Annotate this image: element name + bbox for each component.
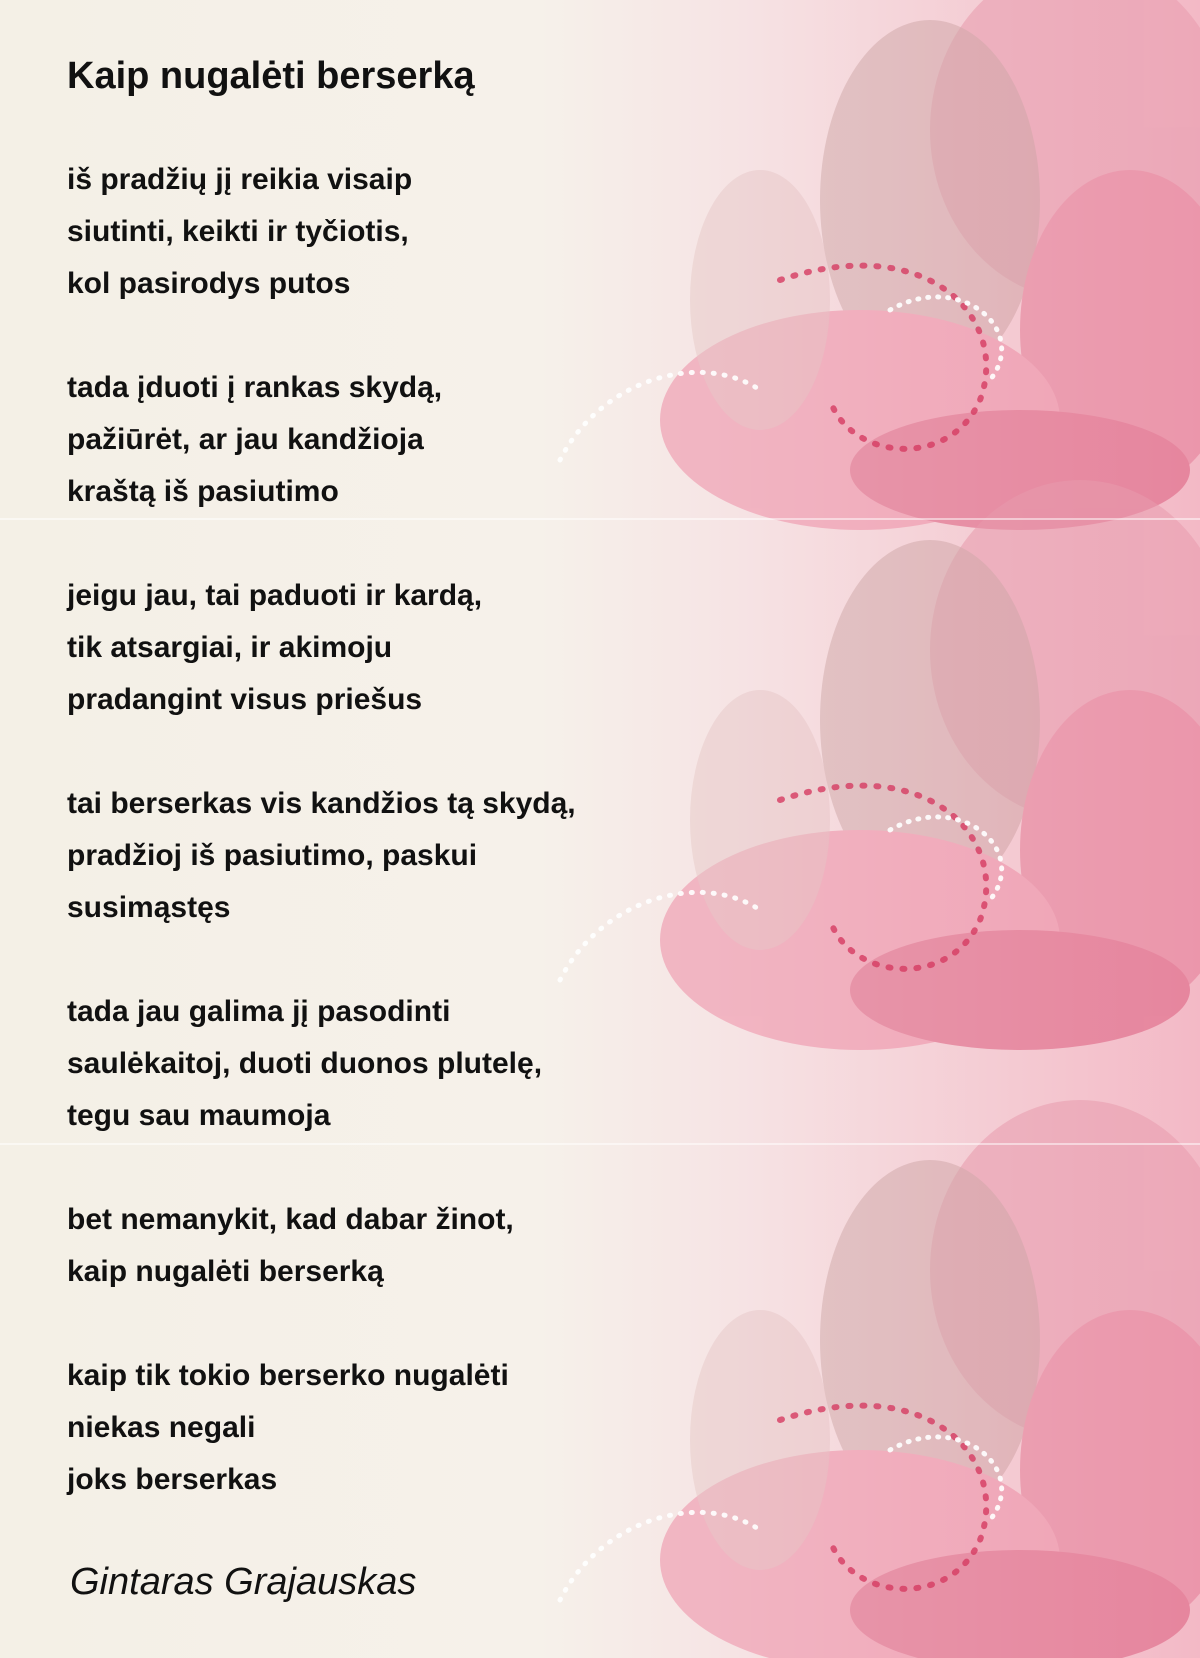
poem-line: tegu sau maumoja bbox=[67, 1099, 331, 1132]
poem-line: iš pradžių jį reikia visaip bbox=[67, 163, 413, 196]
stanza-5 bbox=[67, 986, 787, 1142]
poem-line: tik atsargiai, ir akimoju bbox=[67, 631, 393, 664]
poem-line: tada įduoti į rankas skydą, bbox=[67, 371, 443, 404]
stanza-1 bbox=[67, 154, 787, 310]
poem-line: pažiūrėt, ar jau kandžioja bbox=[67, 423, 424, 456]
poem-line: pradangint visus priešus bbox=[67, 683, 423, 716]
poem-line: jeigu jau, tai paduoti ir kardą, bbox=[67, 579, 483, 612]
poem-title: Kaip nugalėti berserką bbox=[67, 55, 475, 97]
poem-line: siutinti, keikti ir tyčiotis, bbox=[67, 215, 409, 248]
poem-line: kol pasirodys putos bbox=[67, 267, 351, 300]
poem-line: joks berserkas bbox=[67, 1463, 278, 1496]
poem-line: kaip tik tokio berserko nugalėti bbox=[67, 1359, 509, 1392]
stanza-2 bbox=[67, 362, 787, 518]
poem-line: pradžioj iš pasiutimo, paskui bbox=[67, 839, 478, 872]
stanza-6 bbox=[67, 1194, 787, 1298]
stanza-7 bbox=[67, 1350, 787, 1506]
poem-line: bet nemanykit, kad dabar žinot, bbox=[67, 1203, 514, 1236]
poem-line: tai berserkas vis kandžios tą skydą, bbox=[67, 787, 576, 820]
stanza-4 bbox=[67, 778, 787, 934]
poem-line: niekas negali bbox=[67, 1411, 256, 1444]
poem-line: saulėkaitoj, duoti duonos plutelę, bbox=[67, 1047, 543, 1080]
stanza-3 bbox=[67, 570, 787, 726]
poem-line: susimąstęs bbox=[67, 891, 231, 924]
poem-author: Gintaras Grajauskas bbox=[70, 1561, 417, 1603]
poem-line: kraštą iš pasiutimo bbox=[67, 475, 339, 508]
poem-line: kaip nugalėti berserką bbox=[67, 1255, 384, 1288]
poem-line: tada jau galima jį pasodinti bbox=[67, 995, 451, 1028]
poem-body bbox=[67, 154, 787, 1558]
